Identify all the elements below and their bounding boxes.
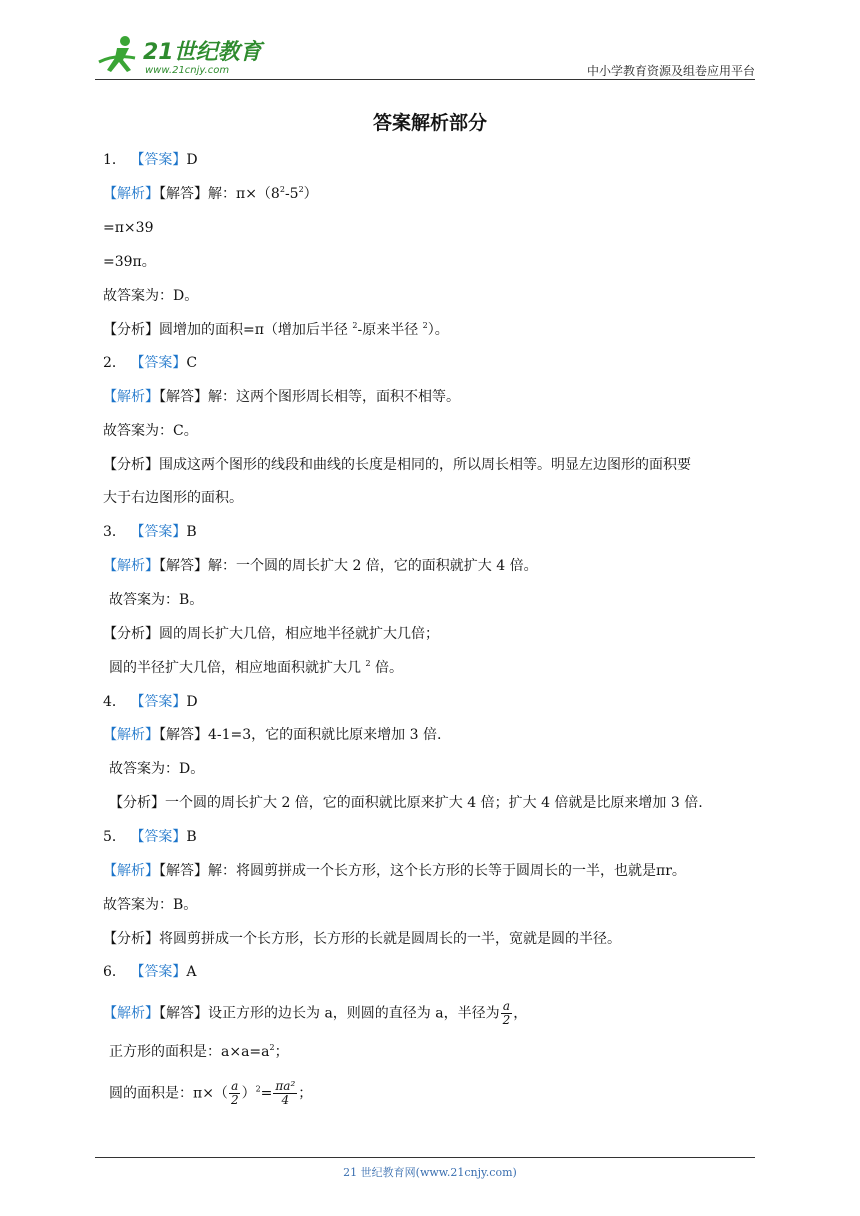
item-1-fenxi: 【分析】圆增加的面积=π（增加后半径 $^2$-原来半径 $^2$）。 bbox=[103, 321, 449, 338]
item-3-fenxi-2: 圆的半径扩大几倍，相应地面积就扩大几 $^2$ 倍。 bbox=[109, 659, 403, 676]
analysis-tag: 【解析】 bbox=[103, 863, 159, 879]
analysis-tag: 【解析】 bbox=[103, 1005, 159, 1022]
item-1-step1: =π×39 bbox=[103, 220, 154, 236]
item-6-square-area: 正方形的面积是：$a\times a=a^2$； bbox=[109, 1043, 289, 1060]
logo-text: 21世纪教育 bbox=[143, 40, 262, 65]
answer-tag: 【答案】 bbox=[130, 152, 187, 168]
analysis-tag: 【解析】 bbox=[103, 186, 159, 202]
item-6-answer: 6． 【答案】A bbox=[103, 964, 197, 980]
item-3-conclusion: 故答案为：B。 bbox=[109, 592, 204, 608]
answer-value: A bbox=[186, 964, 197, 980]
page-footer: 21 世纪教育网(www.21cnjy.com) bbox=[343, 1166, 517, 1179]
item-2-solution: 【解析】【解答】解：这两个图形周长相等，面积不相等。 bbox=[103, 389, 460, 405]
answer-tag: 【答案】 bbox=[130, 964, 187, 980]
header-divider bbox=[95, 79, 755, 80]
answer-value: D bbox=[186, 152, 198, 168]
page-header bbox=[95, 30, 755, 80]
page-title: 答案解析部分 bbox=[372, 112, 487, 134]
item-2-conclusion: 故答案为：C。 bbox=[103, 423, 198, 439]
item-4-conclusion: 故答案为：D。 bbox=[109, 761, 205, 777]
item-6-solution: 【解析】【解答】设正方形的边长为 a，则圆的直径为 a，半径为 $\frac{a}{2}$ ， bbox=[103, 999, 528, 1027]
analysis-tag: 【解析】 bbox=[103, 558, 159, 574]
item-3-fenxi-1: 【分析】圆的周长扩大几倍，相应地半径就扩大几倍； bbox=[103, 626, 439, 642]
answer-tag: 【答案】 bbox=[130, 829, 187, 845]
answer-tag: 【答案】 bbox=[130, 355, 187, 371]
item-2-answer: 2． 【答案】C bbox=[103, 355, 198, 371]
logo-url: www.21cnjy.com bbox=[145, 65, 230, 76]
analysis-tag: 【解析】 bbox=[103, 389, 159, 405]
fraction: $\frac{\text{πa²}}{4}$ bbox=[275, 1079, 296, 1107]
item-5-solution: 【解析】【解答】解：将圆剪拼成一个长方形，这个长方形的长等于圆周长的一半，也就是πr。 bbox=[103, 863, 686, 879]
site-name: 中小学教育资源及组卷应用平台 bbox=[586, 64, 755, 78]
item-4-answer: 4． 【答案】D bbox=[103, 694, 198, 710]
fraction: $\frac{a}{2}$ bbox=[502, 999, 511, 1027]
item-1-conclusion: 故答案为：D。 bbox=[103, 288, 199, 304]
fraction: $\frac{a}{2}$ bbox=[230, 1079, 239, 1107]
footer-divider bbox=[95, 1157, 755, 1158]
item-1-solution: 【解析】【解答】解：$\pi\times(8^2-5^2)$ bbox=[103, 185, 318, 202]
answer-tag: 【答案】 bbox=[130, 694, 187, 710]
logo bbox=[95, 32, 265, 76]
item-1-answer: 1． 【答案】D bbox=[103, 152, 198, 168]
answer-value: B bbox=[186, 524, 197, 540]
item-4-fenxi-1: 【分析】一个圆的周长扩大 2 倍，它的面积就比原来扩大 4 倍；扩大 4 倍就是比原来增加 3 倍. bbox=[109, 795, 703, 811]
answer-value: C bbox=[186, 355, 198, 371]
item-2-fenxi-1: 【分析】围成这两个图形的线段和曲线的长度是相同的，所以周长相等。明显左边图形的面积要 bbox=[103, 457, 691, 473]
item-3-answer: 3． 【答案】B bbox=[103, 524, 197, 540]
item-5-fenxi-1: 【分析】将圆剪拼成一个长方形，长方形的长就是圆周长的一半，宽就是圆的半径。 bbox=[103, 931, 621, 947]
analysis-tag: 【解析】 bbox=[103, 727, 159, 743]
item-1-step2: =39π。 bbox=[103, 254, 156, 270]
runner-icon bbox=[99, 36, 135, 72]
answer-value: B bbox=[186, 829, 197, 845]
answer-value: D bbox=[186, 694, 198, 710]
item-3-solution: 【解析】【解答】解：一个圆的周长扩大 2 倍，它的面积就扩大 4 倍。 bbox=[103, 558, 538, 574]
item-5-conclusion: 故答案为：B。 bbox=[103, 897, 198, 913]
answer-tag: 【答案】 bbox=[130, 524, 187, 540]
item-5-answer: 5． 【答案】B bbox=[103, 829, 197, 845]
item-6-circle-area: 圆的面积是：π×（ $\frac{a}{2}$ ）$^2$= $\frac{\text{πa²}}{4}$ ； bbox=[109, 1079, 313, 1107]
item-2-fenxi-2: 大于右边图形的面积。 bbox=[103, 490, 243, 506]
item-4-solution: 【解析】【解答】4-1=3，它的面积就比原来增加 3 倍. bbox=[103, 727, 442, 743]
